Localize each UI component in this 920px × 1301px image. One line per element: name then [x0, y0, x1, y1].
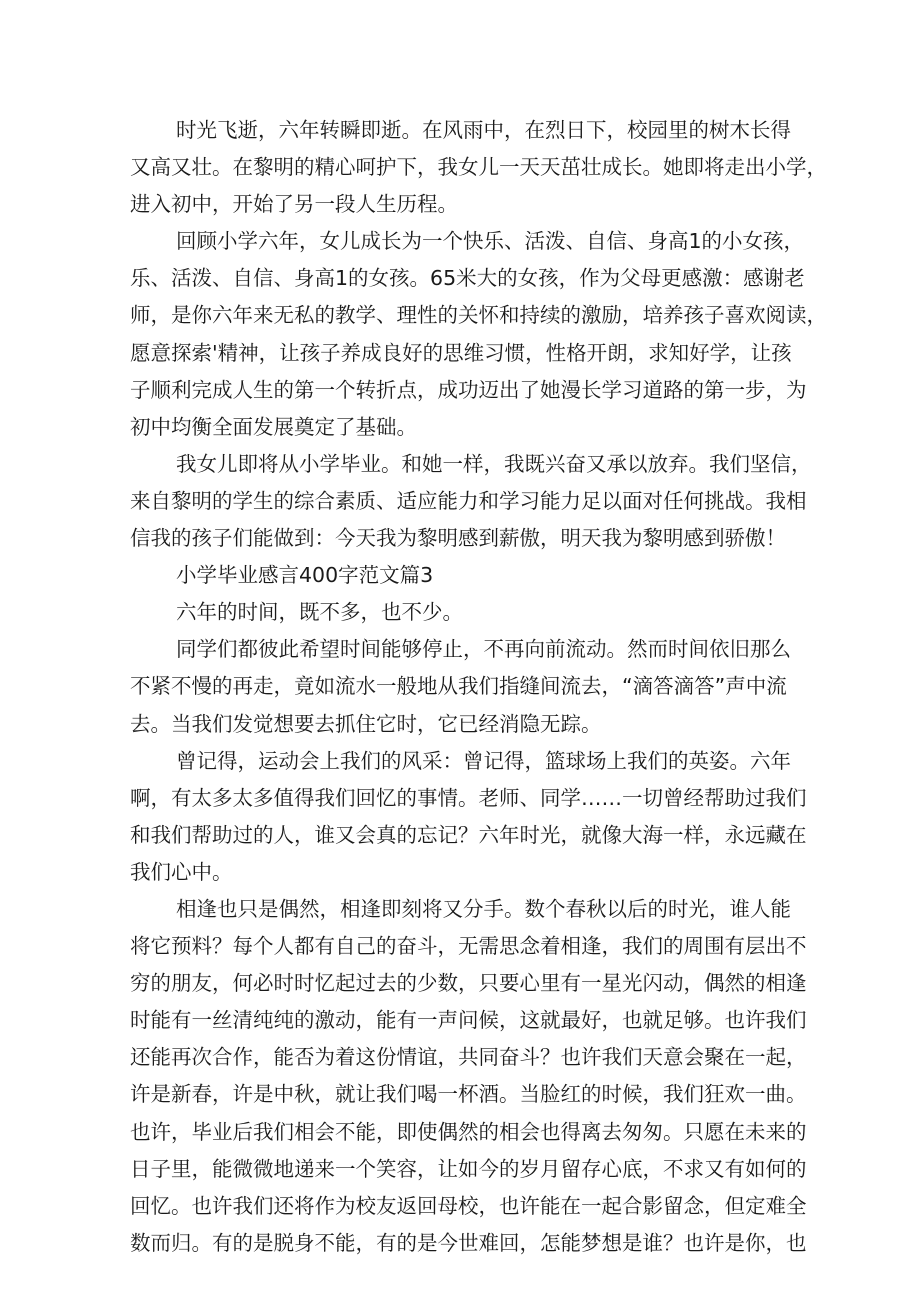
text-line: 穷的朋友，何必时时忆起过去的少数，只要心里有一星光闪动，偶然的相逢: [130, 971, 807, 996]
text-line: 日子里，能微微地递来一个笑容，让如今的岁月留存心底，不求又有如何的: [130, 1156, 807, 1181]
text-line: 乐、活泼、自信、身高1的女孩。65米大的女孩，作为父母更感激：感谢老: [130, 266, 805, 291]
text-line: 和我们帮助过的人，谁又会真的忘记？六年时光，就像大海一样，永远藏在: [130, 822, 807, 847]
text-line: 时能有一丝清纯纯的激动，能有一声问候，这就最好，也就足够。也许我们: [130, 1008, 807, 1033]
text-line: 去。当我们发觉想要去抓住它时，它已经消隐无踪。: [130, 711, 602, 736]
paragraph-6: [130, 631, 792, 742]
text-line: 还能再次合作，能否为着这份情谊，共同奋斗？也许我们天意会聚在一起，: [130, 1045, 807, 1070]
text-line: 数而归。有的是脱身不能，有的是今世难回，怎能梦想是谁？也许是你，也: [130, 1230, 807, 1255]
paragraph-8: [130, 891, 807, 1262]
text-line: 将它预料？每个人都有自己的奋斗，无需思念着相逢，我们的周围有层出不: [130, 934, 807, 959]
text-line: 愿意探索'精神，让孩子养成良好的思维习惯，性格开朗，求知好学，让孩: [130, 340, 792, 365]
paragraph-2: [130, 223, 827, 446]
text-line: 来自黎明的学生的综合素质、适应能力和学习能力足以面对任何挑战。我相: [130, 488, 807, 513]
text-line: 啊，有太多太多值得我们回忆的事情。老师、同学……一切曾经帮助过我们: [130, 785, 807, 810]
paragraph-5: [130, 594, 792, 631]
text-line: 六年的时间，既不多，也不少。: [176, 600, 463, 625]
text-line: 我们心中。: [130, 859, 233, 884]
text-line: 曾记得，运动会上我们的风采：曾记得，篮球场上我们的英姿。六年: [176, 748, 791, 773]
text-line: 我女儿即将从小学毕业。和她一样，我既兴奋又承以放弃。我们坚信，: [176, 451, 812, 476]
text-line: 也许，毕业后我们相会不能，即使偶然的相会也得离去匆匆。只愿在未来的: [130, 1119, 807, 1144]
text-line: 初中均衡全面发展奠定了基础。: [130, 414, 417, 439]
section-heading: [130, 557, 792, 594]
text-line: 信我的孩子们能做到：今天我为黎明感到薪傲，明天我为黎明感到骄傲！: [130, 526, 786, 551]
paragraph-3: [130, 446, 812, 557]
text-line: 回顾小学六年，女儿成长为一个快乐、活泼、自信、身高1的小女孩，: [176, 229, 805, 254]
text-line: 子顺利完成人生的第一个转折点，成功迈出了她漫长学习道路的第一步，为: [130, 377, 807, 402]
text-line: 时光飞逝，六年转瞬即逝。在风雨中，在烈日下，校园里的树木长得: [176, 118, 791, 142]
text-line: 回忆。也许我们还将作为校友返回母校，也许能在一起合影留念，但定难全: [130, 1193, 807, 1218]
text-line: 师，是你六年来无私的教学、理性的关怀和持续的激励，培养孩子喜欢阅读，: [130, 303, 827, 328]
text-line: 不紧不慢的再走，竟如流水一般地从我们指缝间流去，“滴答滴答”声中流: [130, 674, 787, 699]
section-heading-text: 小学毕业感言400字范文篇3: [176, 563, 434, 588]
text-line: 又高又壮。在黎明的精心呵护下，我女儿一天天茁壮成长。她即将走出小学，: [130, 155, 827, 180]
paragraph-7: [130, 743, 807, 891]
text-line: 相逢也只是偶然，相逢即刻将又分手。数个春秋以后的时光，谁人能: [176, 896, 791, 921]
paragraph-1: [130, 112, 827, 223]
text-line: 许是新春，许是中秋，就让我们喝一杯酒。当脸红的时候，我们狂欢一曲。: [130, 1082, 807, 1107]
text-line: 进入初中，开始了另一段人生历程。: [130, 192, 458, 217]
text-line: 同学们都彼此希望时间能够停止，不再向前流动。然而时间依旧那么: [176, 637, 791, 662]
document-body: [130, 112, 827, 1262]
